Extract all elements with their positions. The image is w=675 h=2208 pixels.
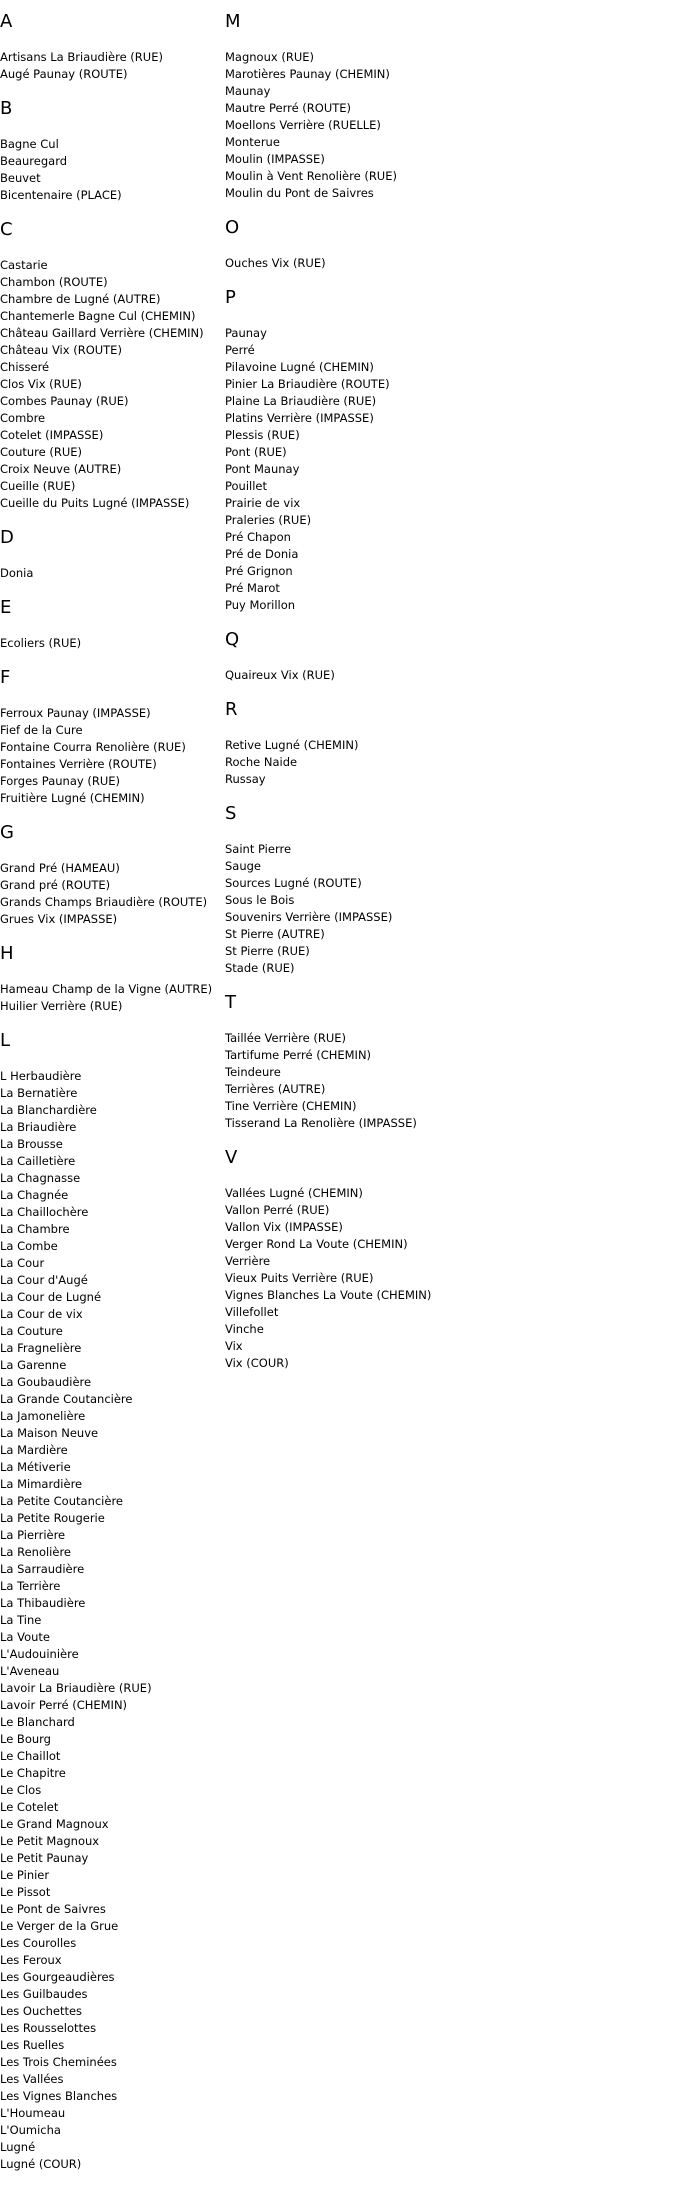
street-item: Magnoux (RUE) [225, 50, 314, 64]
street-item: Moellons Verrière (RUELLE) [225, 118, 381, 132]
street-item: La Combe [0, 1239, 58, 1253]
letter-heading: L [0, 1030, 11, 1051]
street-item: Les Ouchettes [0, 2004, 83, 2018]
street-item: Huilier Verrière (RUE) [0, 999, 123, 1013]
letter-heading: A [0, 11, 13, 32]
street-item: Château Vix (ROUTE) [0, 343, 122, 357]
street-item: Le Verger de la Grue [0, 1919, 119, 1933]
street-item: Grues Vix (IMPASSE) [0, 912, 118, 926]
street-item: L Herbaudière [0, 1069, 82, 1083]
street-item: Paunay [225, 326, 267, 340]
street-item: Puy Morillon [225, 598, 296, 612]
street-item: Tine Verrière (CHEMIN) [225, 1099, 357, 1113]
street-item: La Petite Coutancière [0, 1494, 123, 1508]
letter-heading: Q [225, 629, 240, 650]
street-item: Grand Pré (HAMEAU) [0, 861, 120, 875]
street-list [225, 1030, 555, 1132]
street-item: Verrière [225, 1254, 271, 1268]
street-item: Le Pissot [0, 1885, 51, 1899]
street-item: Tisserand La Renolière (IMPASSE) [225, 1116, 417, 1130]
street-item: Croix Neuve (AUTRE) [0, 462, 122, 476]
street-item: Teindeure [225, 1065, 281, 1079]
street-list [225, 841, 555, 977]
street-item: L'Oumicha [0, 2123, 61, 2137]
street-item: Souvenirs Verrière (IMPASSE) [225, 910, 393, 924]
street-item: St Pierre (RUE) [225, 944, 310, 958]
street-item: Donia [0, 566, 34, 580]
street-item: Russay [225, 772, 266, 786]
street-item: La Garenne [0, 1358, 67, 1372]
letter-section-t [225, 993, 555, 1132]
letter-heading: S [225, 803, 237, 824]
street-item: Fontaine Courra Renolière (RUE) [0, 740, 186, 754]
street-item: La Briaudière [0, 1120, 77, 1134]
street-item: Hameau Champ de la Vigne (AUTRE) [0, 982, 213, 996]
street-item: Maunay [225, 84, 271, 98]
street-item: Le Clos [0, 1783, 42, 1797]
street-item: Fief de la Cure [0, 723, 83, 737]
street-item: Lavoir Perré (CHEMIN) [0, 1698, 128, 1712]
street-item: La Voute [0, 1630, 50, 1644]
street-item: Le Pinier [0, 1868, 50, 1882]
street-item: Combes Paunay (RUE) [0, 394, 129, 408]
street-list [225, 737, 555, 788]
street-item: Platins Verrière (IMPASSE) [225, 411, 374, 425]
street-item: Le Petit Paunay [0, 1851, 89, 1865]
street-item: Taillée Verrière (RUE) [225, 1031, 346, 1045]
street-item: Ouches Vix (RUE) [225, 256, 326, 270]
street-item: La Cour [0, 1256, 45, 1270]
street-item: Le Cotelet [0, 1800, 59, 1814]
letter-heading: O [225, 217, 240, 238]
letter-heading: V [225, 1147, 238, 1168]
street-item: Monterue [225, 135, 280, 149]
street-item: Lugné (COUR) [0, 2157, 82, 2171]
street-item: La Mardière [0, 1443, 68, 1457]
street-item: Moulin à Vent Renolière (RUE) [225, 169, 397, 183]
street-item: Roche Naide [225, 755, 298, 769]
street-item: Marotières Paunay (CHEMIN) [225, 67, 390, 81]
street-item: Tartifume Perré (CHEMIN) [225, 1048, 372, 1062]
street-item: Terrières (AUTRE) [225, 1082, 326, 1096]
street-item: Fontaines Verrière (ROUTE) [0, 757, 157, 771]
street-item: Pré Marot [225, 581, 280, 595]
street-item: La Petite Rougerie [0, 1511, 105, 1525]
street-item: La Chaillochère [0, 1205, 89, 1219]
letter-section-v [225, 1148, 555, 1372]
street-item: Pré de Donia [225, 547, 299, 561]
street-item: La Métiverie [0, 1460, 71, 1474]
street-index-right-column [225, 12, 555, 1372]
street-item: Verger Rond La Voute (CHEMIN) [225, 1237, 408, 1251]
street-item: La Chambre [0, 1222, 70, 1236]
street-item: L'Audouinière [0, 1647, 79, 1661]
street-item: Ecoliers (RUE) [0, 636, 82, 650]
letter-section-m [225, 12, 555, 202]
street-item: Couture (RUE) [0, 445, 83, 459]
street-item: La Goubaudière [0, 1375, 92, 1389]
street-item: Mautre Perré (ROUTE) [225, 101, 352, 115]
street-item: Le Bourg [0, 1732, 51, 1746]
street-item: Beuvet [0, 171, 41, 185]
street-item: Combre [0, 411, 46, 425]
letter-heading: H [0, 943, 14, 964]
street-item: Pont Maunay [225, 462, 300, 476]
letter-section-p [225, 288, 555, 614]
street-item: La Sarraudière [0, 1562, 85, 1576]
street-item: Stade (RUE) [225, 961, 295, 975]
letter-heading: F [0, 667, 11, 688]
street-item: Vix (COUR) [225, 1356, 289, 1370]
street-item: St Pierre (AUTRE) [225, 927, 325, 941]
street-item: Grands Champs Briaudière (ROUTE) [0, 895, 208, 909]
street-item: Les Gourgeaudières [0, 1970, 115, 1984]
street-item: Le Blanchard [0, 1715, 75, 1729]
street-item: Perré [225, 343, 255, 357]
street-item: Les Vallées [0, 2072, 64, 2086]
street-item: Clos Vix (RUE) [0, 377, 82, 391]
street-item: Grand pré (ROUTE) [0, 878, 111, 892]
street-item: Saint Pierre [225, 842, 292, 856]
street-item: La Cour de Lugné [0, 1290, 102, 1304]
street-item: Sous le Bois [225, 893, 295, 907]
street-item: Beauregard [0, 154, 68, 168]
street-item: Chisseré [0, 360, 50, 374]
street-item: Bicentenaire (PLACE) [0, 188, 122, 202]
street-item: L'Aveneau [0, 1664, 60, 1678]
street-item: Les Ruelles [0, 2038, 65, 2052]
street-item: Fruitière Lugné (CHEMIN) [0, 791, 145, 805]
street-item: Lugné [0, 2140, 36, 2154]
street-item: Vallon Perré (RUE) [225, 1203, 330, 1217]
street-item: La Renolière [0, 1545, 71, 1559]
street-item: Plaine La Briaudière (RUE) [225, 394, 377, 408]
letter-heading: B [0, 98, 13, 119]
street-item: Vinche [225, 1322, 264, 1336]
letter-heading: E [0, 597, 12, 618]
street-item: Augé Paunay (ROUTE) [0, 67, 128, 81]
street-item: La Cour d'Augé [0, 1273, 88, 1287]
street-item: Les Guilbaudes [0, 1987, 88, 2001]
street-item: Bagne Cul [0, 137, 59, 151]
street-list [225, 1185, 555, 1372]
street-item: La Mimardière [0, 1477, 83, 1491]
street-item: Vix [225, 1339, 243, 1353]
street-item: Pouillet [225, 479, 268, 493]
street-item: La Jamonelière [0, 1409, 86, 1423]
street-item: Forges Paunay (RUE) [0, 774, 120, 788]
street-item: Chambre de Lugné (AUTRE) [0, 292, 161, 306]
street-item: Cotelet (IMPASSE) [0, 428, 104, 442]
street-item: Pinier La Briaudière (ROUTE) [225, 377, 390, 391]
street-item: Plessis (RUE) [225, 428, 300, 442]
letter-heading: T [225, 992, 236, 1013]
street-item: La Chagnasse [0, 1171, 81, 1185]
street-list [225, 255, 555, 272]
street-item: Lavoir La Briaudière (RUE) [0, 1681, 152, 1695]
letter-heading: R [225, 699, 238, 720]
street-item: L'Houmeau [0, 2106, 66, 2120]
street-item: Le Grand Magnoux [0, 1817, 109, 1831]
street-list [225, 325, 555, 614]
letter-section-q [225, 630, 555, 684]
street-item: Moulin du Pont de Saivres [225, 186, 374, 200]
street-item: Villefollet [225, 1305, 279, 1319]
street-list [225, 49, 555, 202]
street-item: Prairie de vix [225, 496, 301, 510]
street-item: Chantemerle Bagne Cul (CHEMIN) [0, 309, 196, 323]
street-item: La Brousse [0, 1137, 63, 1151]
street-item: La Thibaudière [0, 1596, 86, 1610]
street-item: Pré Chapon [225, 530, 291, 544]
street-item: La Terrière [0, 1579, 61, 1593]
street-item: Vallon Vix (IMPASSE) [225, 1220, 343, 1234]
street-item: Praleries (RUE) [225, 513, 312, 527]
letter-section-o [225, 218, 555, 272]
street-item: Vieux Puits Verrière (RUE) [225, 1271, 374, 1285]
street-item: Vallées Lugné (CHEMIN) [225, 1186, 363, 1200]
street-item: Pilavoine Lugné (CHEMIN) [225, 360, 374, 374]
letter-heading: G [0, 822, 14, 843]
letter-section-r [225, 700, 555, 788]
street-item: La Tine [0, 1613, 42, 1627]
street-item: Quaireux Vix (RUE) [225, 668, 335, 682]
street-item: Les Vignes Blanches [0, 2089, 118, 2103]
street-item: Le Pont de Saivres [0, 1902, 106, 1916]
street-item: Retive Lugné (CHEMIN) [225, 738, 359, 752]
street-item: Sauge [225, 859, 262, 873]
street-item: La Blanchardière [0, 1103, 97, 1117]
street-item: La Grande Coutancière [0, 1392, 133, 1406]
street-item: La Chagnée [0, 1188, 69, 1202]
street-item: Pont (RUE) [225, 445, 287, 459]
street-item: Le Petit Magnoux [0, 1834, 100, 1848]
street-item: Chambon (ROUTE) [0, 275, 108, 289]
street-item: Moulin (IMPASSE) [225, 152, 325, 166]
street-item: Le Chaillot [0, 1749, 61, 1763]
letter-heading: M [225, 11, 241, 32]
street-item: Le Chapitre [0, 1766, 66, 1780]
street-item: La Couture [0, 1324, 63, 1338]
street-item: Château Gaillard Verrière (CHEMIN) [0, 326, 204, 340]
street-item: Les Courolles [0, 1936, 77, 1950]
street-item: Les Trois Cheminées [0, 2055, 117, 2069]
street-item: Cueille du Puits Lugné (IMPASSE) [0, 496, 190, 510]
street-item: Pré Grignon [225, 564, 293, 578]
street-item: Les Feroux [0, 1953, 62, 1967]
street-item: La Maison Neuve [0, 1426, 99, 1440]
street-item: La Pierrière [0, 1528, 66, 1542]
street-list [225, 667, 555, 684]
street-item: Vignes Blanches La Voute (CHEMIN) [225, 1288, 432, 1302]
letter-heading: C [0, 219, 13, 240]
street-item: La Cour de vix [0, 1307, 83, 1321]
street-item: Sources Lugné (ROUTE) [225, 876, 362, 890]
street-item: Ferroux Paunay (IMPASSE) [0, 706, 151, 720]
letter-heading: P [225, 287, 236, 308]
street-item: La Fragnelière [0, 1341, 82, 1355]
letter-heading: D [0, 527, 14, 548]
street-item: La Cailletière [0, 1154, 76, 1168]
street-item: La Bernatière [0, 1086, 78, 1100]
street-item: Les Rousselottes [0, 2021, 97, 2035]
street-item: Artisans La Briaudière (RUE) [0, 50, 163, 64]
street-item: Cueille (RUE) [0, 479, 76, 493]
street-item: Castarie [0, 258, 48, 272]
letter-section-s [225, 804, 555, 977]
